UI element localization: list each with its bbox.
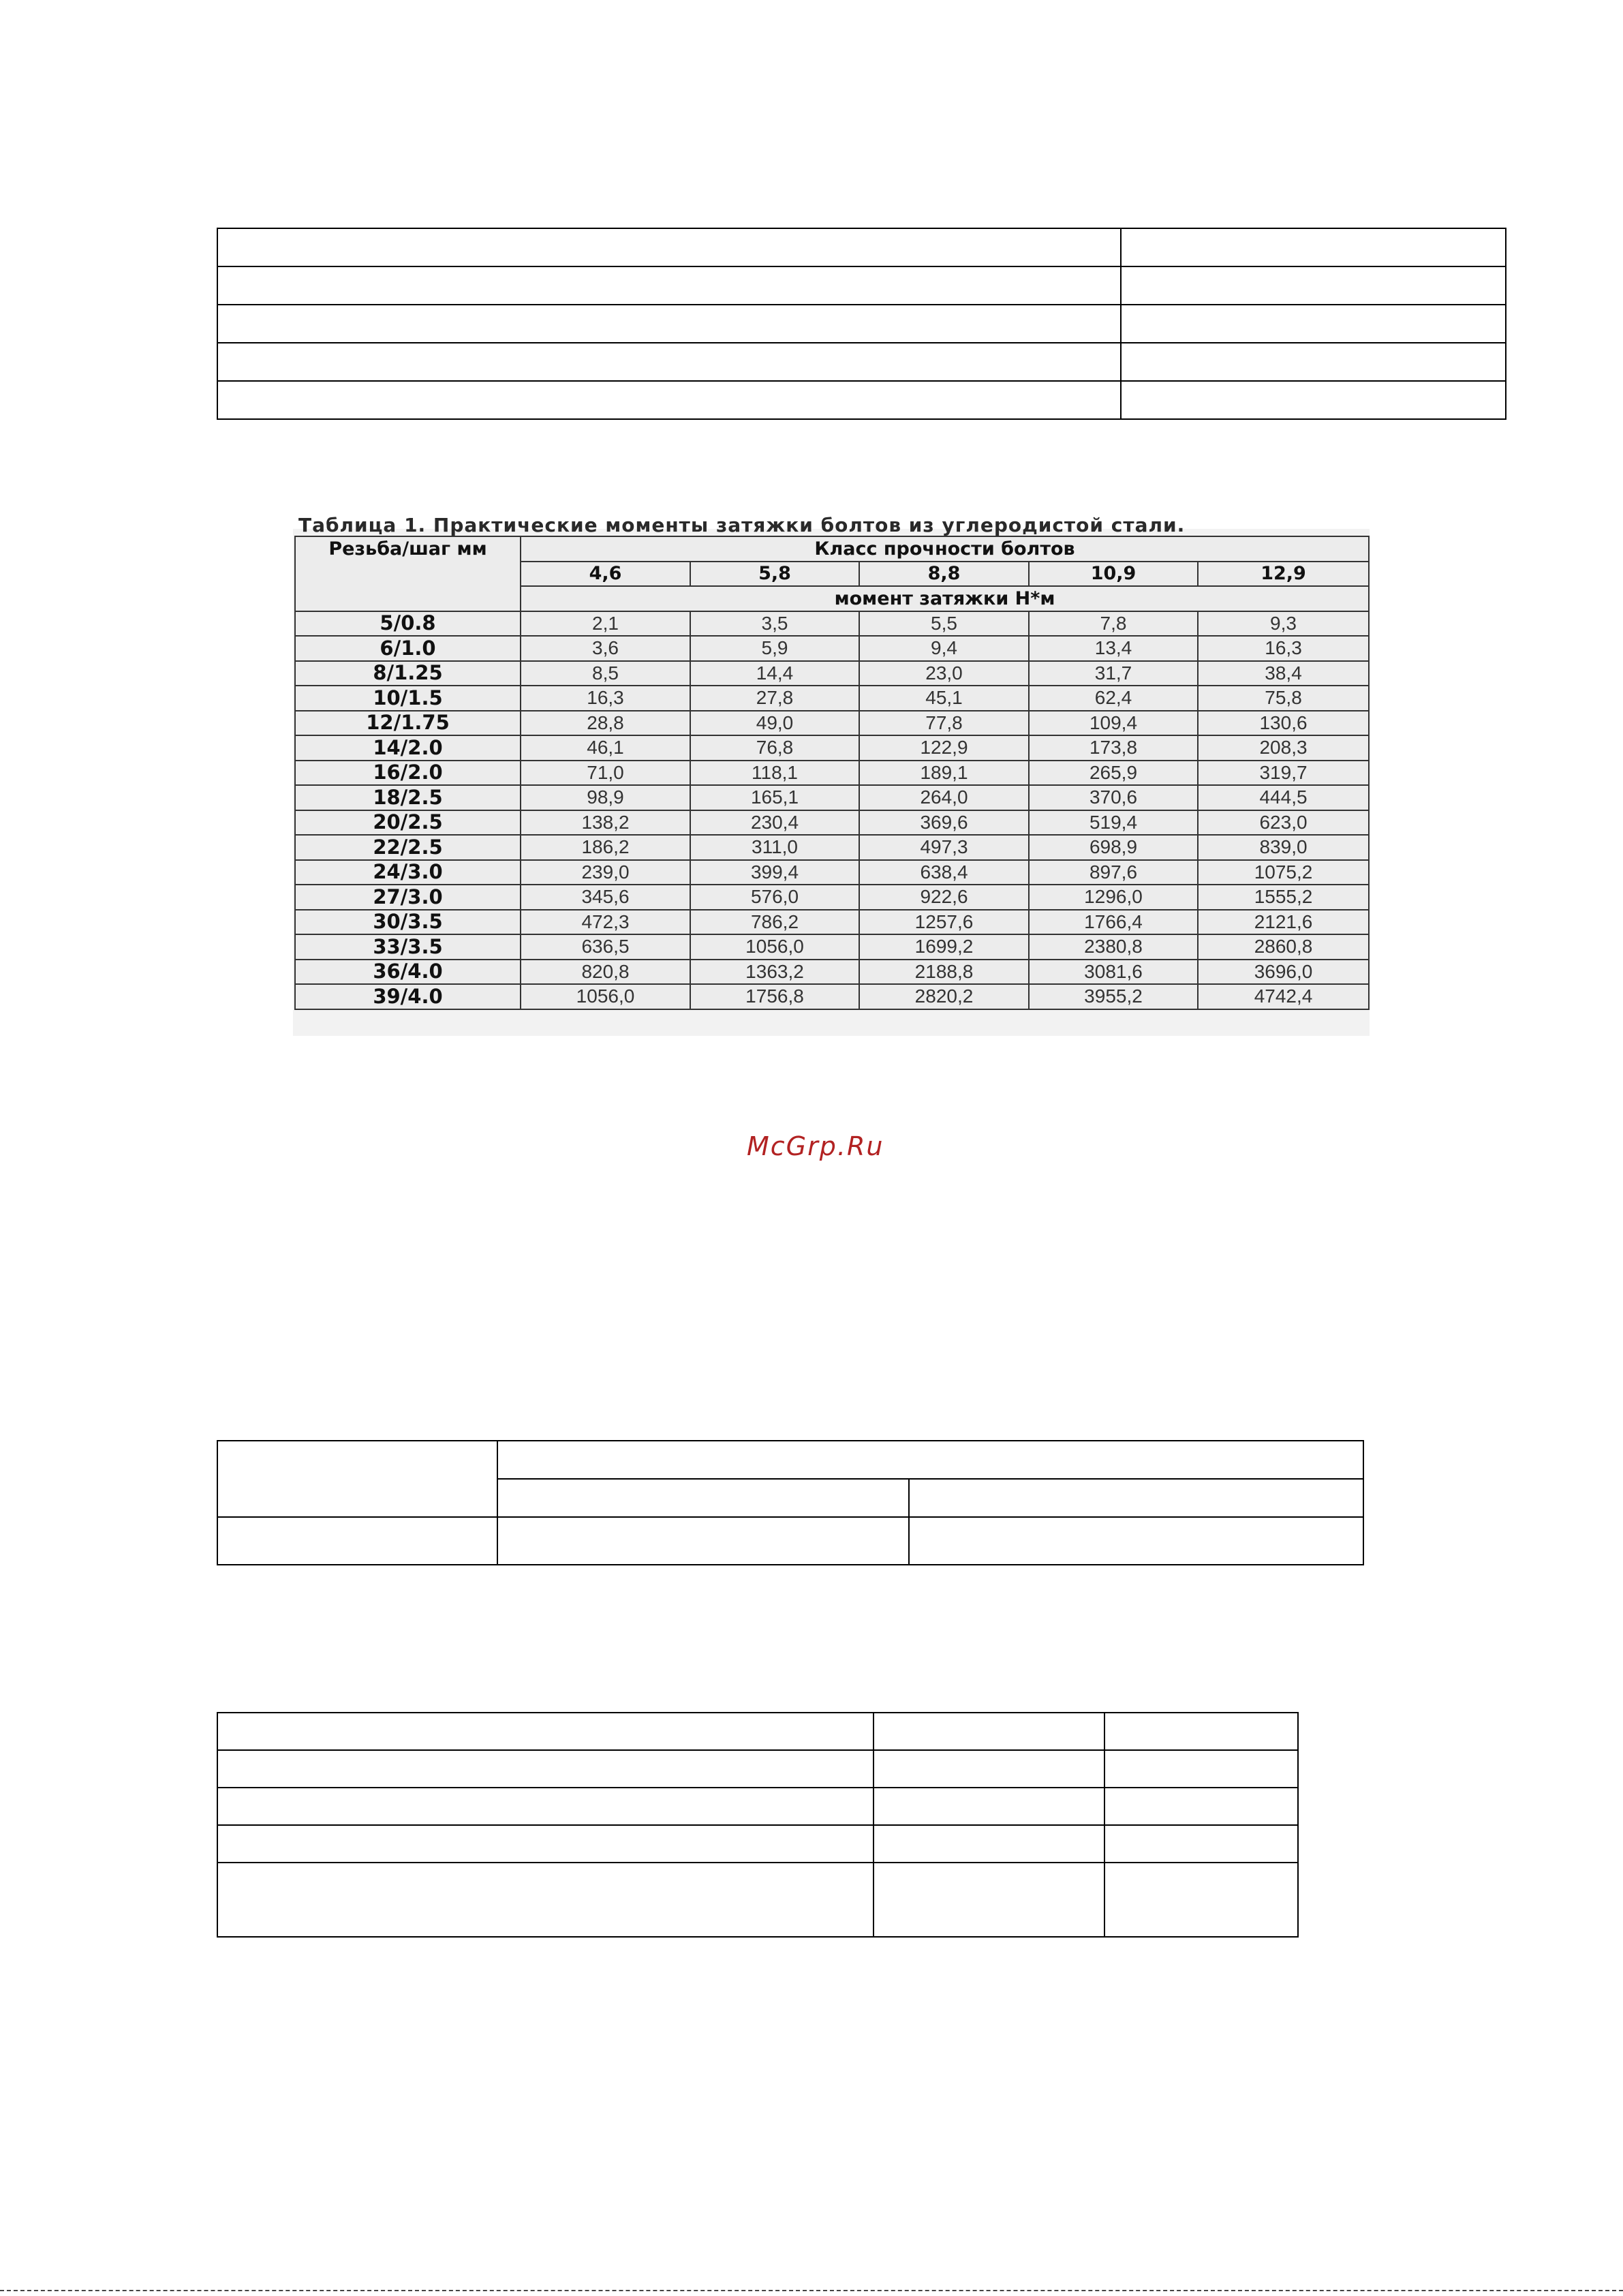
torque-value-cell: 2188,8 bbox=[859, 960, 1029, 985]
thread-cell: 14/2.0 bbox=[295, 735, 521, 761]
torque-value-cell: 9,4 bbox=[859, 636, 1029, 661]
table-row bbox=[217, 1517, 1363, 1565]
table-row bbox=[295, 860, 1369, 885]
torque-value-cell: 45,1 bbox=[859, 686, 1029, 711]
torque-value-cell: 1257,6 bbox=[859, 910, 1029, 935]
torque-value-cell: 109,4 bbox=[1029, 711, 1198, 736]
torque-value-cell: 46,1 bbox=[521, 735, 690, 761]
watermark: McGrp.Ru bbox=[747, 1131, 884, 1161]
torque-value-cell: 5,9 bbox=[690, 636, 859, 661]
torque-table bbox=[294, 536, 1370, 1010]
torque-value-cell: 399,4 bbox=[690, 860, 859, 885]
table-row bbox=[217, 266, 1506, 305]
table-row bbox=[217, 1788, 1298, 1825]
torque-value-cell: 49,0 bbox=[690, 711, 859, 736]
torque-value-cell: 130,6 bbox=[1198, 711, 1369, 736]
torque-value-cell: 497,3 bbox=[859, 835, 1029, 860]
torque-value-cell: 1363,2 bbox=[690, 960, 859, 985]
torque-value-cell: 3,5 bbox=[690, 611, 859, 637]
torque-value-cell: 4742,4 bbox=[1198, 984, 1369, 1009]
torque-value-cell: 31,7 bbox=[1029, 661, 1198, 686]
torque-value-cell: 2380,8 bbox=[1029, 934, 1198, 960]
torque-value-cell: 38,4 bbox=[1198, 661, 1369, 686]
thread-cell: 27/3.0 bbox=[295, 885, 521, 910]
class-12-9: 12,9 bbox=[1198, 562, 1369, 587]
table-row bbox=[217, 1750, 1298, 1788]
torque-value-cell: 1756,8 bbox=[690, 984, 859, 1009]
torque-value-cell: 16,3 bbox=[521, 686, 690, 711]
thread-cell: 8/1.25 bbox=[295, 661, 521, 686]
torque-value-cell: 138,2 bbox=[521, 810, 690, 836]
class-10-9: 10,9 bbox=[1029, 562, 1198, 587]
torque-value-cell: 638,4 bbox=[859, 860, 1029, 885]
torque-value-cell: 2820,2 bbox=[859, 984, 1029, 1009]
torque-table-image bbox=[293, 514, 1370, 1036]
torque-value-cell: 1075,2 bbox=[1198, 860, 1369, 885]
class-4-6: 4,6 bbox=[521, 562, 690, 587]
torque-value-cell: 345,6 bbox=[521, 885, 690, 910]
table-row bbox=[217, 305, 1506, 343]
torque-value-cell: 922,6 bbox=[859, 885, 1029, 910]
table-row bbox=[217, 1825, 1298, 1863]
torque-unit-header: момент затяжки Н*м bbox=[521, 586, 1369, 611]
spec-table-1 bbox=[217, 228, 1506, 420]
torque-value-cell: 820,8 bbox=[521, 960, 690, 985]
table-row bbox=[295, 810, 1369, 836]
table-row bbox=[295, 711, 1369, 736]
torque-value-cell: 369,6 bbox=[859, 810, 1029, 836]
table-row bbox=[295, 761, 1369, 786]
table-row bbox=[295, 611, 1369, 637]
table-row bbox=[295, 910, 1369, 935]
torque-value-cell: 897,6 bbox=[1029, 860, 1198, 885]
table-row bbox=[295, 686, 1369, 711]
torque-value-cell: 370,6 bbox=[1029, 785, 1198, 810]
torque-value-cell: 16,3 bbox=[1198, 636, 1369, 661]
thread-cell: 22/2.5 bbox=[295, 835, 521, 860]
torque-value-cell: 311,0 bbox=[690, 835, 859, 860]
torque-value-cell: 3081,6 bbox=[1029, 960, 1198, 985]
torque-value-cell: 472,3 bbox=[521, 910, 690, 935]
class-5-8: 5,8 bbox=[690, 562, 859, 587]
torque-value-cell: 186,2 bbox=[521, 835, 690, 860]
torque-value-cell: 519,4 bbox=[1029, 810, 1198, 836]
torque-value-cell: 444,5 bbox=[1198, 785, 1369, 810]
torque-value-cell: 76,8 bbox=[690, 735, 859, 761]
torque-body bbox=[295, 611, 1369, 1009]
torque-value-cell: 118,1 bbox=[690, 761, 859, 786]
torque-value-cell: 319,7 bbox=[1198, 761, 1369, 786]
torque-value-cell: 636,5 bbox=[521, 934, 690, 960]
class-8-8: 8,8 bbox=[859, 562, 1029, 587]
torque-value-cell: 3955,2 bbox=[1029, 984, 1198, 1009]
table-row bbox=[295, 661, 1369, 686]
thread-cell: 6/1.0 bbox=[295, 636, 521, 661]
torque-value-cell: 264,0 bbox=[859, 785, 1029, 810]
table-row bbox=[217, 343, 1506, 381]
table-row bbox=[217, 1863, 1298, 1937]
table-row bbox=[295, 934, 1369, 960]
torque-value-cell: 786,2 bbox=[690, 910, 859, 935]
spec-table-2 bbox=[217, 1440, 1364, 1565]
table-row bbox=[217, 381, 1506, 419]
table-row bbox=[217, 1441, 1363, 1479]
torque-value-cell: 75,8 bbox=[1198, 686, 1369, 711]
torque-value-cell: 14,4 bbox=[690, 661, 859, 686]
torque-value-cell: 698,9 bbox=[1029, 835, 1198, 860]
torque-value-cell: 9,3 bbox=[1198, 611, 1369, 637]
torque-value-cell: 5,5 bbox=[859, 611, 1029, 637]
torque-value-cell: 23,0 bbox=[859, 661, 1029, 686]
torque-value-cell: 28,8 bbox=[521, 711, 690, 736]
thread-cell: 30/3.5 bbox=[295, 910, 521, 935]
table-row bbox=[217, 1713, 1298, 1750]
torque-value-cell: 3696,0 bbox=[1198, 960, 1369, 985]
torque-value-cell: 1296,0 bbox=[1029, 885, 1198, 910]
thread-cell: 36/4.0 bbox=[295, 960, 521, 985]
torque-value-cell: 623,0 bbox=[1198, 810, 1369, 836]
torque-value-cell: 13,4 bbox=[1029, 636, 1198, 661]
torque-value-cell: 1555,2 bbox=[1198, 885, 1369, 910]
thread-cell: 10/1.5 bbox=[295, 686, 521, 711]
torque-value-cell: 77,8 bbox=[859, 711, 1029, 736]
torque-value-cell: 1056,0 bbox=[521, 984, 690, 1009]
torque-value-cell: 265,9 bbox=[1029, 761, 1198, 786]
thread-cell: 12/1.75 bbox=[295, 711, 521, 736]
torque-value-cell: 230,4 bbox=[690, 810, 859, 836]
torque-value-cell: 71,0 bbox=[521, 761, 690, 786]
table-row bbox=[295, 960, 1369, 985]
torque-value-cell: 27,8 bbox=[690, 686, 859, 711]
thread-cell: 16/2.0 bbox=[295, 761, 521, 786]
class-header: Класс прочности болтов bbox=[521, 536, 1369, 562]
torque-value-cell: 189,1 bbox=[859, 761, 1029, 786]
torque-value-cell: 122,9 bbox=[859, 735, 1029, 761]
spec-table-3 bbox=[217, 1712, 1299, 1938]
torque-value-cell: 1699,2 bbox=[859, 934, 1029, 960]
table-row bbox=[295, 835, 1369, 860]
torque-value-cell: 2860,8 bbox=[1198, 934, 1369, 960]
torque-value-cell: 208,3 bbox=[1198, 735, 1369, 761]
torque-value-cell: 2,1 bbox=[521, 611, 690, 637]
torque-value-cell: 839,0 bbox=[1198, 835, 1369, 860]
table-row bbox=[295, 984, 1369, 1009]
torque-value-cell: 576,0 bbox=[690, 885, 859, 910]
torque-value-cell: 165,1 bbox=[690, 785, 859, 810]
torque-value-cell: 98,9 bbox=[521, 785, 690, 810]
table-row bbox=[217, 228, 1506, 266]
table-row bbox=[295, 636, 1369, 661]
torque-value-cell: 1766,4 bbox=[1029, 910, 1198, 935]
torque-value-cell: 8,5 bbox=[521, 661, 690, 686]
torque-value-cell: 2121,6 bbox=[1198, 910, 1369, 935]
thread-cell: 20/2.5 bbox=[295, 810, 521, 836]
thread-cell: 5/0.8 bbox=[295, 611, 521, 637]
torque-value-cell: 7,8 bbox=[1029, 611, 1198, 637]
torque-header-row bbox=[295, 536, 1369, 562]
torque-value-cell: 62,4 bbox=[1029, 686, 1198, 711]
thread-cell: 18/2.5 bbox=[295, 785, 521, 810]
table-row bbox=[295, 785, 1369, 810]
thread-cell: 24/3.0 bbox=[295, 860, 521, 885]
torque-table-caption: Таблица 1. Практические моменты затяжки болтов из углеродистой стали. bbox=[298, 514, 1186, 536]
torque-value-cell: 1056,0 bbox=[690, 934, 859, 960]
thread-cell: 39/4.0 bbox=[295, 984, 521, 1009]
torque-value-cell: 173,8 bbox=[1029, 735, 1198, 761]
table-row bbox=[295, 735, 1369, 761]
thread-cell: 33/3.5 bbox=[295, 934, 521, 960]
page-bottom-rule bbox=[0, 2290, 1623, 2291]
thread-header: Резьба/шаг мм bbox=[295, 536, 521, 611]
table-row bbox=[295, 885, 1369, 910]
torque-value-cell: 3,6 bbox=[521, 636, 690, 661]
torque-value-cell: 239,0 bbox=[521, 860, 690, 885]
